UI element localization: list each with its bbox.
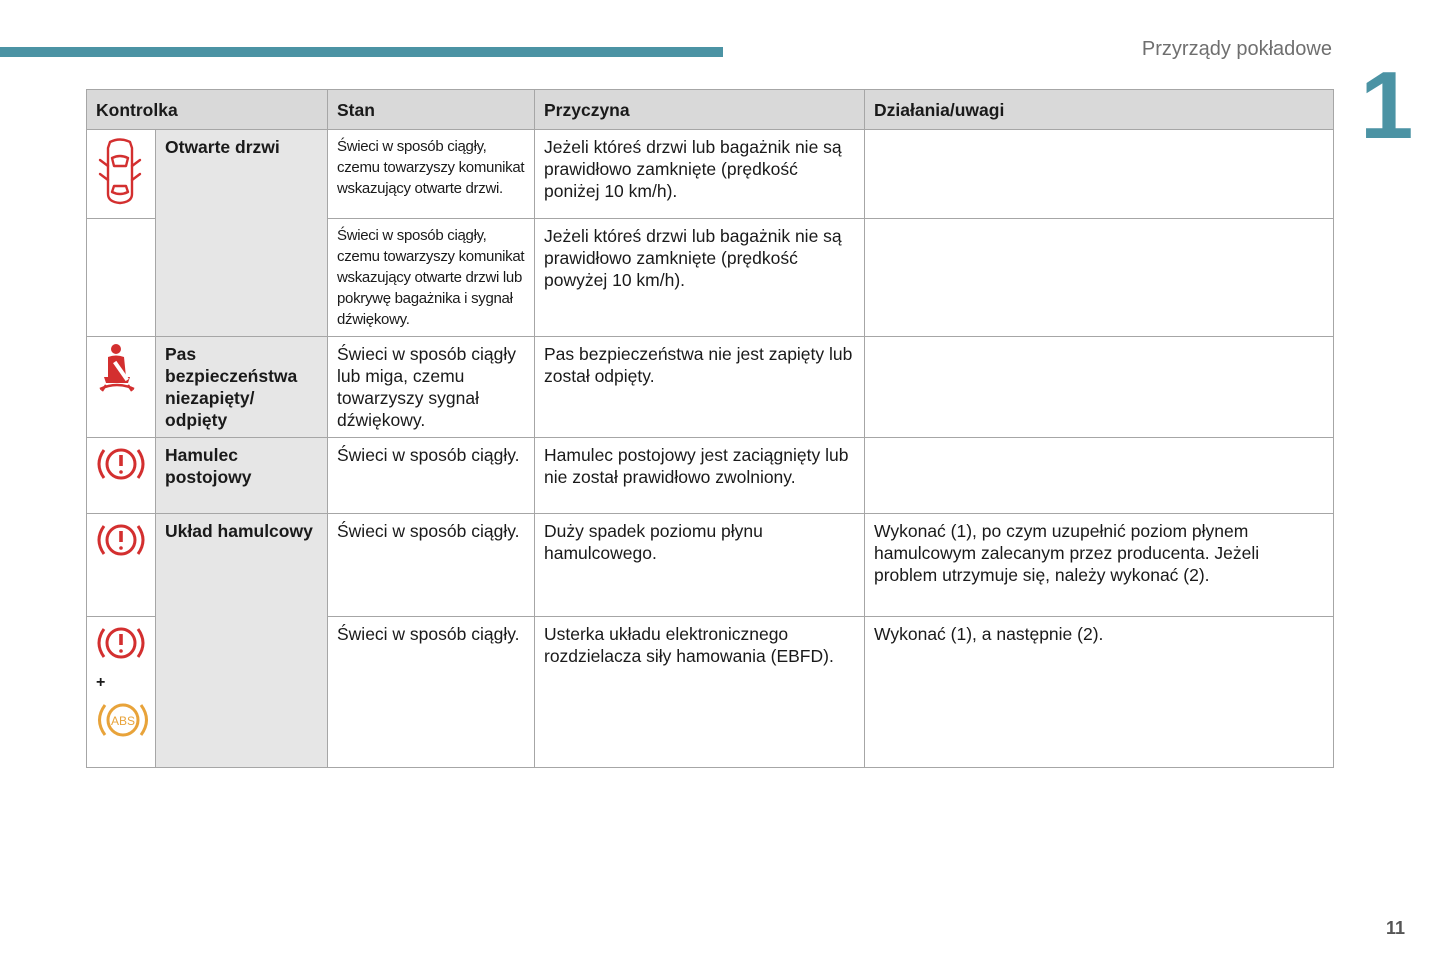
cause-cell: Duży spadek poziomu płynu hamulcowego. — [535, 514, 865, 617]
abs-icon — [96, 698, 146, 747]
col-header-action: Działania/uwagi — [865, 90, 1334, 130]
state-cell: Świeci w sposób ciągły. — [328, 438, 535, 514]
indicator-name: Pas bezpieczeństwa niezapięty/ odpięty — [156, 337, 328, 438]
section-title: Przyrządy pokładowe — [1141, 38, 1332, 60]
state-cell: Świeci w sposób ciągły, czemu towarzyszy komunikat wskazujący otwarte drzwi lub pokrywę bagażnika i sygnał dźwiękowy. — [328, 219, 535, 337]
seatbelt-icon — [96, 377, 138, 397]
brake-warning-icon — [96, 544, 146, 564]
brake-warning-icon — [96, 468, 146, 488]
cause-cell: Pas bezpieczeństwa nie jest zapięty lub został odpięty. — [535, 337, 865, 438]
header-accent-bar — [0, 47, 723, 57]
page-number: 11 — [1385, 918, 1405, 938]
action-cell: Wykonać (1), po czym uzupełnić poziom płynem hamulcowym zalecanym przez producenta. Jeżeli problem utrzymuje się, należy wykonać (2). — [865, 514, 1334, 617]
action-cell — [865, 337, 1334, 438]
icon-cell — [87, 617, 156, 768]
col-header-state: Stan — [328, 90, 535, 130]
col-header-indicator: Kontrolka — [87, 90, 328, 130]
cause-cell: Hamulec postojowy jest zaciągnięty lub nie został prawidłowo zwolniony. — [535, 438, 865, 514]
icon-cell — [87, 514, 156, 617]
icon-cell — [87, 438, 156, 514]
state-cell: Świeci w sposób ciągły, czemu towarzyszy komunikat wskazujący otwarte drzwi. — [328, 130, 535, 219]
plus-sign: + — [96, 674, 106, 691]
icon-cell — [87, 219, 156, 337]
brake-warning-icon — [96, 623, 146, 668]
cause-cell: Jeżeli któreś drzwi lub bagażnik nie są prawidłowo zamknięte (prędkość powyżej 10 km/h). — [535, 219, 865, 337]
abs-label: ABS — [110, 714, 136, 728]
door-open-icon — [96, 190, 144, 210]
table-row — [87, 130, 1334, 219]
state-cell: Świeci w sposób ciągły. — [328, 617, 535, 768]
state-cell: Świeci w sposób ciągły. — [328, 514, 535, 617]
cause-cell: Usterka układu elektronicznego rozdzielacza siły hamowania (EBFD). — [535, 617, 865, 768]
col-header-cause: Przyczyna — [535, 90, 865, 130]
action-cell: Wykonać (1), a następnie (2). — [865, 617, 1334, 768]
cause-cell: Jeżeli któreś drzwi lub bagażnik nie są prawidłowo zamknięte (prędkość poniżej 10 km/h). — [535, 130, 865, 219]
indicator-name: Otwarte drzwi — [156, 130, 328, 337]
table-row — [87, 438, 1334, 514]
table-header-row — [87, 90, 1334, 130]
action-cell — [865, 130, 1334, 219]
state-cell: Świeci w sposób ciągły lub miga, czemu towarzyszy sygnał dźwiękowy. — [328, 337, 535, 438]
table-row — [87, 337, 1334, 438]
chapter-number: 1 — [1360, 52, 1414, 159]
table-row — [87, 514, 1334, 617]
action-cell — [865, 219, 1334, 337]
indicator-name: Układ hamulcowy — [156, 514, 328, 768]
icon-cell — [87, 337, 156, 438]
indicator-name: Hamulec postojowy — [156, 438, 328, 514]
icon-cell — [87, 130, 156, 219]
warning-lights-table — [86, 89, 1334, 768]
action-cell — [865, 438, 1334, 514]
